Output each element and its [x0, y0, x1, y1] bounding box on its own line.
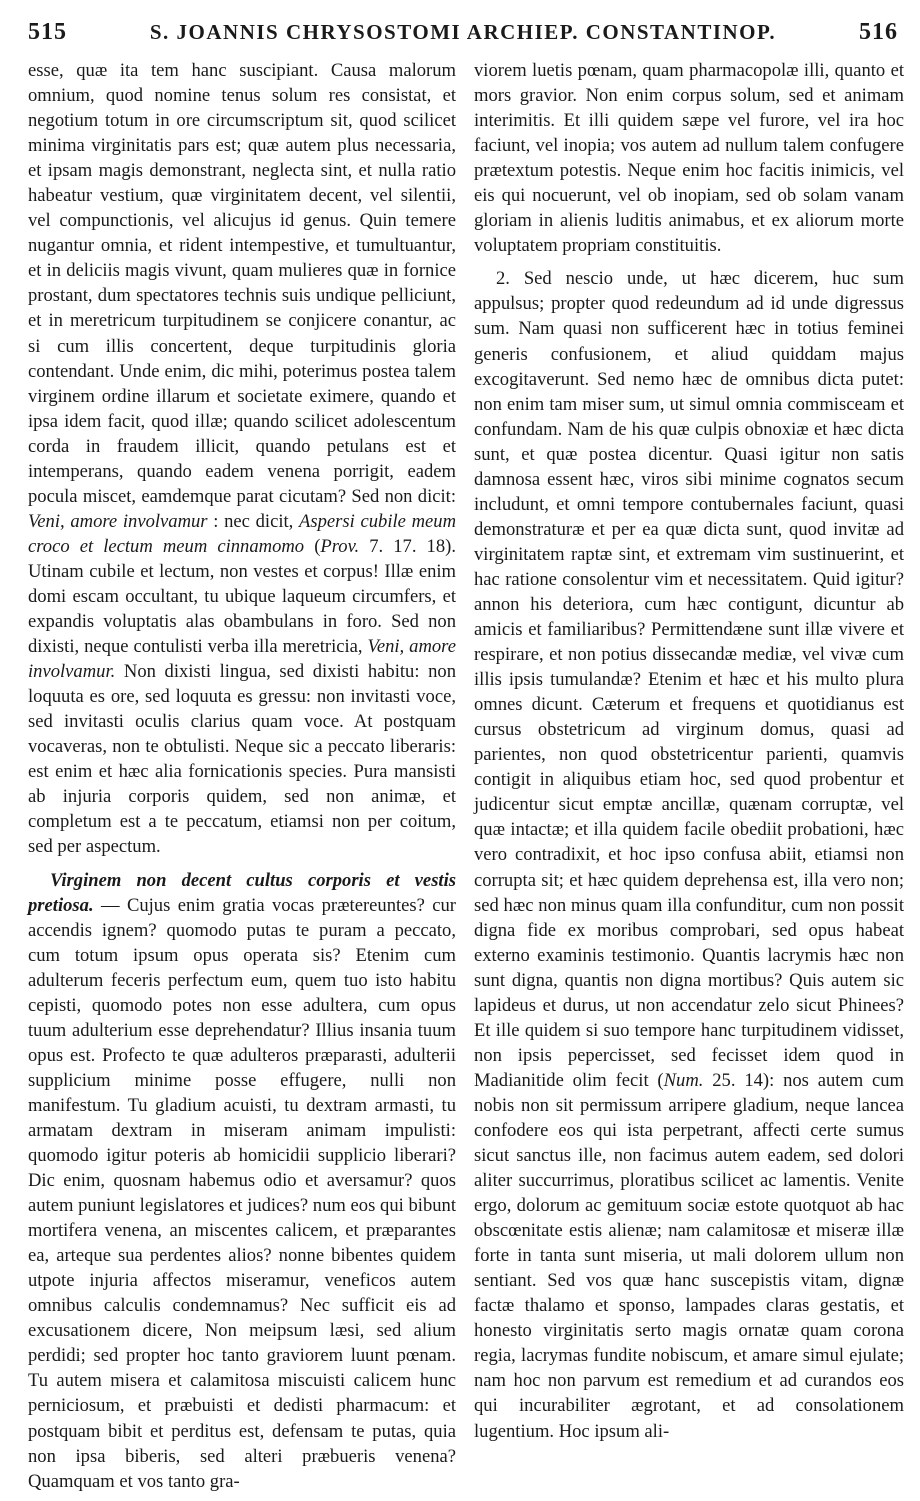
- text-run: 7. 17. 18). Utinam cubile et lectum, non vestes et corpus! Illæ enim domi escam occultant, tu ubique laqueum circumfers, et expandis voluptatis alas obambulans in foro. Sed non dixisti, neque contulisti verba illa meretricia,: [28, 535, 456, 658]
- scripture-reference: Num.: [663, 1069, 704, 1091]
- text-run: : nec dicit,: [213, 510, 294, 532]
- text-run: Non dixisti lingua, sed dixisti habitu: non loquuta es ore, sed loquuta es gressu: non invitasti voce, sed invitasti oculis clarius quam voce. At postquam vocaveras, non te obtulisti. Neque sic a peccato liberaris: est enim et hæc alia fornicationis species. Pura mansisti ab injuria corporis quidem, sed non animæ, et completum est a te peccatum, etiamsi non per coitum, sed per aspectum.: [28, 661, 456, 858]
- text-run: — Cujus enim gratia vocas prætereuntes? cur accendis ignem? quomodo putas te puram a peccato, cum totum ipsum opus operata sis? Etenim cum adulterum feceris perfectum eum, quem tuo isto habitu cepisti, quomodo potes non esse adultera, cum opus tuum adulterium esse deprehendatur? Illius insania tuum opus est. Profecto te quæ adulteros præparasti, adulterii supplicium minime posse effugere, nulli non manifestum. Tu gladium acuisti, tu dextram armasti, tu armatam dextram in miseram animam impulisti: quomodo igitur poteris ab homicidii supplicio liberari? Dic enim, quosnam habemus odio et aversamur? quos autem puniunt legislatores et judices? num eos qui bibunt mortifera venena, an miscentes calicem, et præparantes ea, arteque sua perdentes alios? nonne bibentes quidem utpote injuria affectos miseramur, veneficos autem omnibus calculis condemnamus? Nec sufficit eis ad excusationem dicere, Non meipsum læsi, sed alium perdidi; sed propter hoc tanto graviorem luunt pœnam. Tu autem misera et calamitosa miscuisti calicem hunc perniciosum, et præbuisti et dedisti pharmacum: et postquam bibit et perditus est, defensam te putas, quia non ipsa biberis, sed alteri præbueris venena? Quamquam et vos tanto gra-: [28, 894, 457, 1492]
- page-header: [28, 14, 898, 50]
- italic-quote: Aspersi cubile meum croco et lectum meum cinnamomo: [28, 510, 457, 557]
- scripture-reference: Prov.: [320, 535, 360, 557]
- left-paragraph-2: [28, 868, 456, 1494]
- left-column: [28, 58, 456, 1494]
- right-paragraph-1: viorem luetis pœnam, quam pharmacopolæ illi, quanto et mors gravior. Non enim corpus solum, sed et animam interimitis. Et illi quidem sæpe vel furore, vel ira hoc faciunt, vel inopia; vos autem ad nullum talem confugere prætextum potestis. Neque enim hoc facitis inimicis, vel eis qui nocuerunt, vel ob inopiam, sed ob solam vanam gloriam in alienis luditis animabus, et ex aliorum morte voluptatem propriam constituitis.: [474, 60, 904, 257]
- text-run: 2. Sed nescio unde, ut hæc dicerem, huc sum appulsus; propter quod redeundum ad id unde digressus sum. Nam quasi non sufficerent hæc in totius feminei generis confusionem, et aliud quiddam majus excogitaverunt. Sed nemo hæc de omnibus dicta putet: non enim tam miser sum, ut simul omnia commisceam et confundam. Nam de his quæ culpis obnoxiæ et hæc dicta sunt, et quæ postea dicentur. Quasi igitur non satis damnosa essent hæc, viros sibi minime cognatos secum includunt, et omni tempore contubernales faciunt, quasi demonstraturæ et per ea quæ dicta sunt, quod invitæ ad virginitatem raptæ sint, et extremam vim sustinuerint, et hac ratione consolentur vim et necessitatem. Quid igitur? annon his deteriora, cum hæc contigunt, dicuntur ab amicis et familiaribus? Permittendæne sunt illæ vivere et respirare, et non potius dissecandæ mediæ, vel vivæ cum illis ipsis tumulandæ? Etenim et hæc et his multo plura omnes dicunt. Cæterum et frequens et quotidianus est cursus obstetricum ad virginum domus, quasi ad parientes, non quod obstetricentur parienti, quamvis contigit in aliquibus etiam hoc, sed quod probentur et judicentur sicut emptæ ancillæ, quænam corruptæ, vel quæ intactæ; et illa quidem facile obediit probationi, hæc vero contradixit, et hoc ipso confusa abiit, etiamsi non corrupta sit; et hæc quidem deprehensa est, illa vero non; sed hæc non minus quam illa confunditur, cum non possit digna fide ex moribus comprobari, sed opus habeat externo examinis testimonio. Quantis lacrymis hæc non sunt digna, quantis non digna mortibus? Quis autem sic lapideus et durus, ut non accendatur zelo sicut Phinees? Et ille quidem si suo tempore hanc turpitudinem vidisset, non ipsis pepercisset, sed fecisset idem quod in Madianitide olim fecit (: [474, 268, 904, 1091]
- text-run: esse, quæ ita tem hanc suscipiant. Causa malorum omnium, quod nomine tenus solum res consistat, et negotium totum in ore circumscriptum sit, quod scilicet minima virginitatis pars est; quæ autem plus necessaria, et ipsam magis demonstrant, neglecta sint, et nulla ratio habeatur vestium, quæ virginitatem decent, vel silentii, vel compunctionis, vel alicujus id genus. Quin temere nugantur omnia, et rident intempestive, et tumultuantur, et in deliciis magis vivunt, quam mulieres quæ in fornice prostant, dum spectatores technis suis undique pelliciunt, et in meretricum turpitudinem se conjicere conantur, ac si cum illis concertent, deque turpitudinis gloria contendant. Unde enim, dic mihi, poterimus postea talem virginem ordine illarum et societate eximere, quando et ipsa idem facit, quod illæ; quando scilicet adolescentum corda in fraudem illicit, quando petulans est et intemperans, quando eadem venena porrigit, eadem pocula miscet, eamdemque parat cicutam? Sed non dicit:: [28, 60, 456, 507]
- right-paragraph-2: [474, 266, 904, 1443]
- text-run: 25. 14): nos autem cum nobis non sit permissum arripere gladium, neque lancea confodere eos qui ista perpetrant, affecti certe sumus sicut sanctus ille, non facimus autem eadem, sed dolori aliter succurrimus, ploratibus scilicet ac lamentis. Venite ergo, dolorum ac gemituum sociæ estote quotquot ab hac obscœnitate estis alienæ; nam calamitosæ et miseræ illæ forte in tanta sunt miseria, ut mali dolorem ullum non sentiant. Sed vos quæ hanc suscepistis vitam, dignæ factæ thalamo et sponso, lampades claras gestatis, et honesto virginitatis serto magis ornatæ quam corona regia, lacrymas fundite nobiscum, et amare simul ejulate; nam hoc non parvum est remedium et ad curandos eos qui incurabiliter ægrotant, et ad consolationem lugentium. Hoc ipsum ali-: [474, 1069, 905, 1442]
- text-run: (: [314, 535, 321, 557]
- italic-quote: Veni, amore involvamur: [28, 510, 208, 532]
- left-paragraph-1: [28, 58, 456, 860]
- left-page-number: 515: [28, 18, 67, 45]
- right-page-number: 516: [859, 18, 898, 45]
- section-heading: Virginem non decent cultus corporis et vestis pretiosa.: [28, 869, 456, 916]
- right-column: [474, 58, 904, 1444]
- italic-quote: Veni, amore involvamur.: [28, 636, 456, 683]
- running-title: S. JOANNIS CHRYSOSTOMI ARCHIEP. CONSTANTINOP.: [149, 19, 777, 44]
